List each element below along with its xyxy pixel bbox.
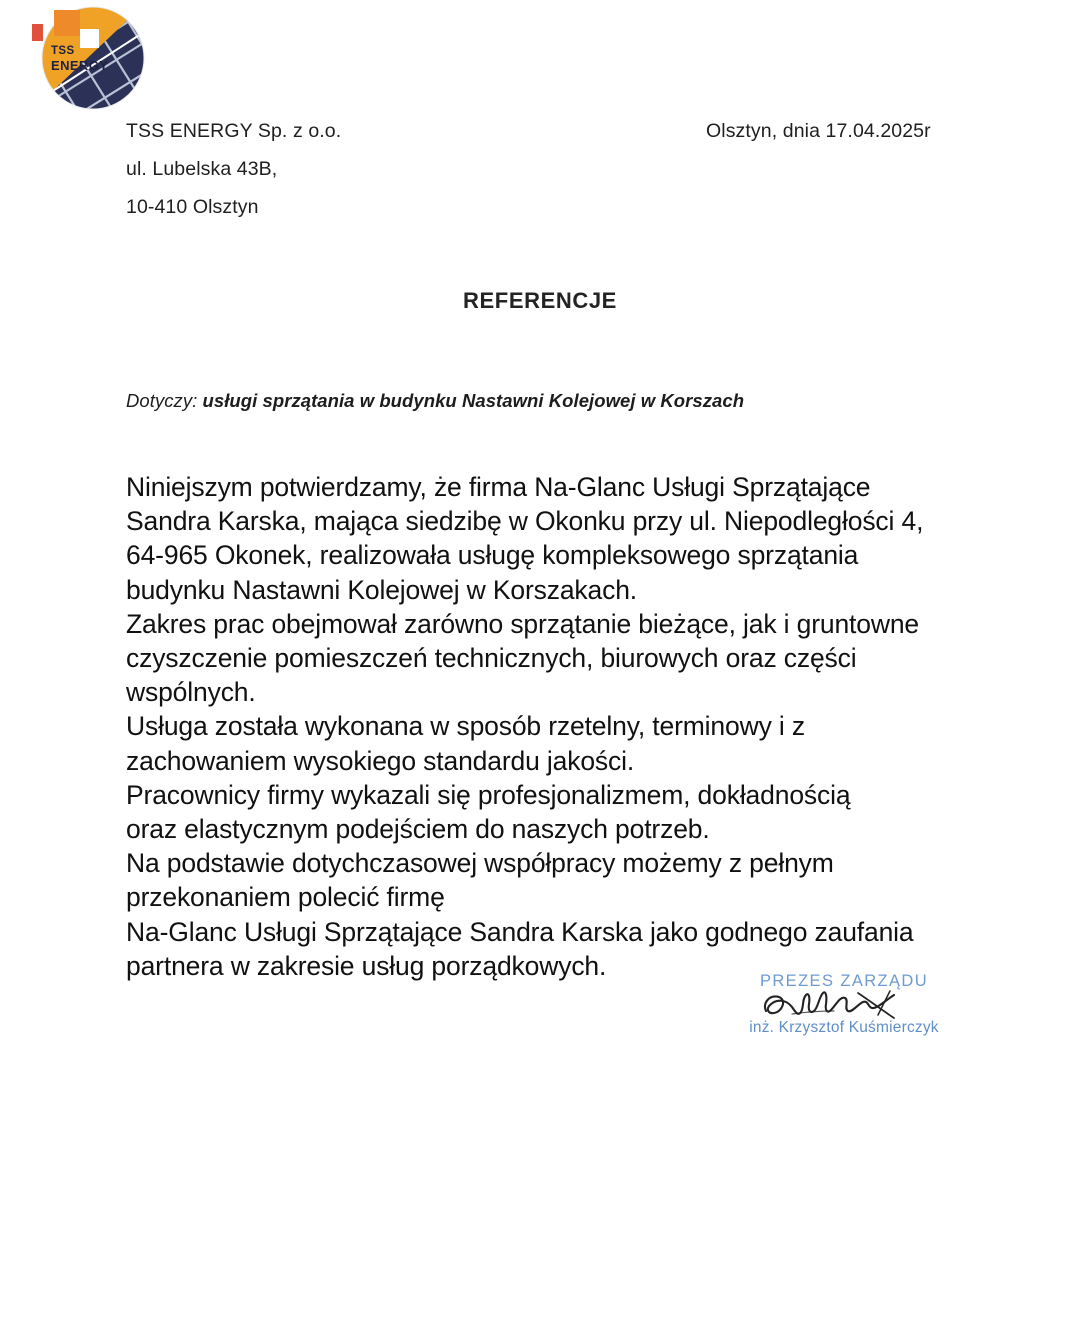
body-line: budynku Nastawni Kolejowej w Korszakach. [126, 574, 638, 605]
tss-energy-logo [18, 2, 168, 114]
body-line: 64-965 Okonek, realizowała usługę kompleksowego sprzątania [126, 540, 859, 571]
body-line: Niniejszym potwierdzamy, że firma Na-Glanc Usługi Sprzątające [126, 472, 871, 502]
body-line: Pracownicy firmy wykazali się profesjonalizmem, dokładnością [126, 779, 851, 810]
body-line: Zakres prac obejmował zarówno sprzątanie bieżące, jak i gruntowne [126, 608, 920, 639]
subject-line [126, 390, 744, 412]
signature-block [744, 972, 944, 1037]
body-line: partnera w zakresie usług porządkowych. [126, 950, 607, 981]
sender-address-block [126, 112, 546, 226]
logo-square-white [80, 29, 99, 48]
body-line: oraz elastycznym podejściem do naszych potrzeb. [126, 814, 710, 845]
body-line: wspólnych. [126, 677, 256, 708]
sender-city: 10-410 Olsztyn [126, 196, 259, 218]
page-title: REFERENCJE [463, 288, 617, 313]
handwritten-signature [744, 987, 944, 1021]
logo-text-tss: TSS [51, 45, 75, 57]
body-line: Na-Glanc Usługi Sprzątające Sandra Karska jako godnego zaufania [126, 916, 914, 947]
logo-text-energy: ENERGY [51, 58, 109, 73]
body-line: przekonaniem polecić firmę [126, 882, 445, 913]
body-line: Usługa została wykonana w sposób rzetelny, terminowy i z [126, 711, 805, 742]
sender-street: ul. Lubelska 43B, [126, 158, 278, 180]
subject-label: Dotyczy: [126, 390, 198, 411]
signature-title: PREZES ZARZĄDU [759, 972, 929, 990]
signatory-name: inż. Krzysztof Kuśmierczyk [749, 1019, 939, 1036]
body-line: Na podstawie dotychczasowej współpracy możemy z pełnym [126, 848, 834, 879]
place-and-date: Olsztyn, dnia 17.04.2025r [706, 120, 931, 142]
body-line: zachowaniem wysokiego standardu jakości. [126, 745, 635, 776]
body-line: Sandra Karska, mająca siedzibę w Okonku przy ul. Niepodległości 4, [126, 506, 924, 537]
logo-square-orange [54, 10, 80, 36]
logo-square-red [32, 24, 43, 41]
letter-body [126, 470, 1026, 983]
body-line: czyszczenie pomieszczeń technicznych, biurowych oraz części [126, 643, 857, 674]
sender-company-name: TSS ENERGY Sp. z o.o. [126, 120, 342, 142]
subject-value: usługi sprzątania w budynku Nastawni Kolejowej w Korszach [202, 390, 745, 411]
